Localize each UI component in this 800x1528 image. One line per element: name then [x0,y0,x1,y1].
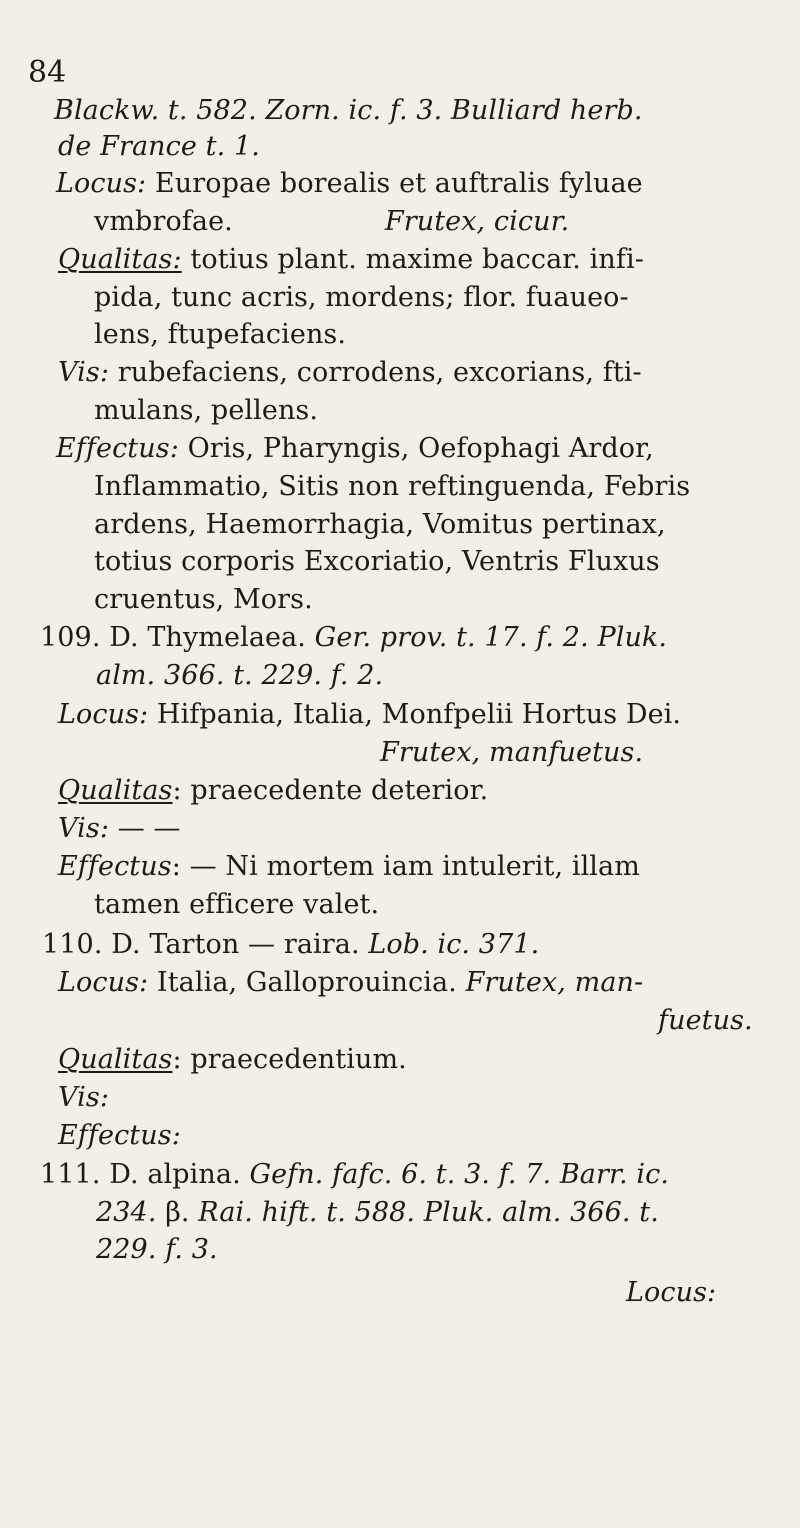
text-line [58,243,644,277]
text-line [54,94,643,128]
text-segment: pida, tunc acris, mordens; flor. fuaueo- [94,282,629,313]
italic-segment: Vis: [58,357,110,388]
text-line [58,850,640,884]
text-line [94,888,379,922]
text-segment: Europae borealis et auftralis fyluae [146,168,643,199]
text-segment: : praecedentium. [172,1044,407,1075]
text-line [58,1119,181,1153]
text-line [56,167,643,201]
text-line [94,508,666,542]
italic-segment: Locus: [58,967,149,998]
text-segment: rubefaciens, corrodens, excorians, fti- [109,357,642,388]
italic-segment: Qualitas [58,775,173,806]
text-line [58,698,681,732]
page-number: 84 [28,55,67,90]
text-line [94,583,313,617]
text-segment: mulans, pellens. [94,395,319,426]
text-segment: Italia, Galloprouincia. [148,967,466,998]
text-segment: 109. D. Thymelaea. [40,622,315,653]
text-line [58,1043,407,1077]
italic-segment: Lob. ic. 371. [368,929,540,960]
text-line [658,1004,753,1038]
text-line [94,205,569,239]
italic-segment: Vis: [58,1082,110,1113]
text-segment: β. [165,1197,199,1228]
italic-segment: alm. 366. t. 229. f. 2. [96,660,384,691]
text-segment: totius corporis Excoriatio, Ventris Fluxus [94,546,660,577]
text-segment: tamen efficere valet. [94,889,380,920]
italic-segment: fuetus. [658,1005,753,1036]
text-segment: 110. D. Tarton — raira. [42,929,369,960]
italic-segment: Qualitas: [58,244,182,275]
italic-segment: Locus: [56,168,147,199]
italic-segment: Ger. prov. t. 17. f. 2. Pluk. [314,622,668,653]
italic-segment: Qualitas [58,1044,173,1075]
italic-segment: Blackw. t. 582. Zorn. ic. f. 3. Bulliard herb. [54,95,643,126]
text-line [94,394,318,428]
text-line [42,928,539,962]
italic-segment: Locus: [626,1277,717,1308]
italic-segment: Frutex, man- [465,967,644,998]
text-line [40,621,667,655]
text-line [58,1081,109,1115]
text-segment: Inflammatio, Sitis non reftinguenda, Febris [94,471,691,502]
italic-segment: Frutex, cicur. [384,206,570,237]
italic-segment: Effectus: [58,1120,181,1151]
text-segment: — — [109,813,181,844]
text-segment: Oris, Pharyngis, Oefophagi Ardor, [178,433,654,464]
text-line [40,1158,669,1192]
text-segment: lens, ftupefaciens. [94,319,347,350]
italic-segment: Vis: [58,813,110,844]
text-line [94,318,346,352]
italic-segment: Gefn. fafc. 6. t. 3. f. 7. Barr. ic. [249,1159,670,1190]
text-line [96,1196,659,1230]
text-segment: totius plant. maxime baccar. infi- [181,244,644,275]
text-line [58,966,643,1000]
text-segment: vmbrofae. [94,206,233,237]
text-segment: 111. D. alpina. [40,1159,250,1190]
text-segment: : praecedente deterior. [172,775,489,806]
text-line [96,1233,218,1267]
text-segment: Hifpania, Italia, Monfpelii Hortus Dei. [148,699,682,730]
italic-segment: Effectus: [56,433,179,464]
text-line [58,356,642,390]
text-line [94,281,629,315]
text-line [94,470,690,504]
text-segment: ardens, Haemorrhagia, Vomitus pertinax, [94,509,666,540]
text-line [380,736,643,770]
text-line [94,545,660,579]
text-line [58,812,181,846]
italic-segment: Locus: [58,699,149,730]
italic-segment: de France t. 1. [58,131,260,162]
text-line [96,659,383,693]
text-line [626,1276,716,1310]
text-line [56,432,654,466]
italic-segment: 229. f. 3. [96,1234,218,1265]
text-line [58,774,488,808]
italic-segment: Effectus [58,851,172,882]
italic-segment: Frutex, manfuetus. [380,737,644,768]
text-segment: : — Ni mortem iam intulerit, illam [171,851,640,882]
text-segment: cruentus, Mors. [94,584,313,615]
italic-segment: Rai. hift. t. 588. Pluk. alm. 366. t. [198,1197,659,1228]
italic-segment: 234. [96,1197,166,1228]
text-line [58,130,260,164]
